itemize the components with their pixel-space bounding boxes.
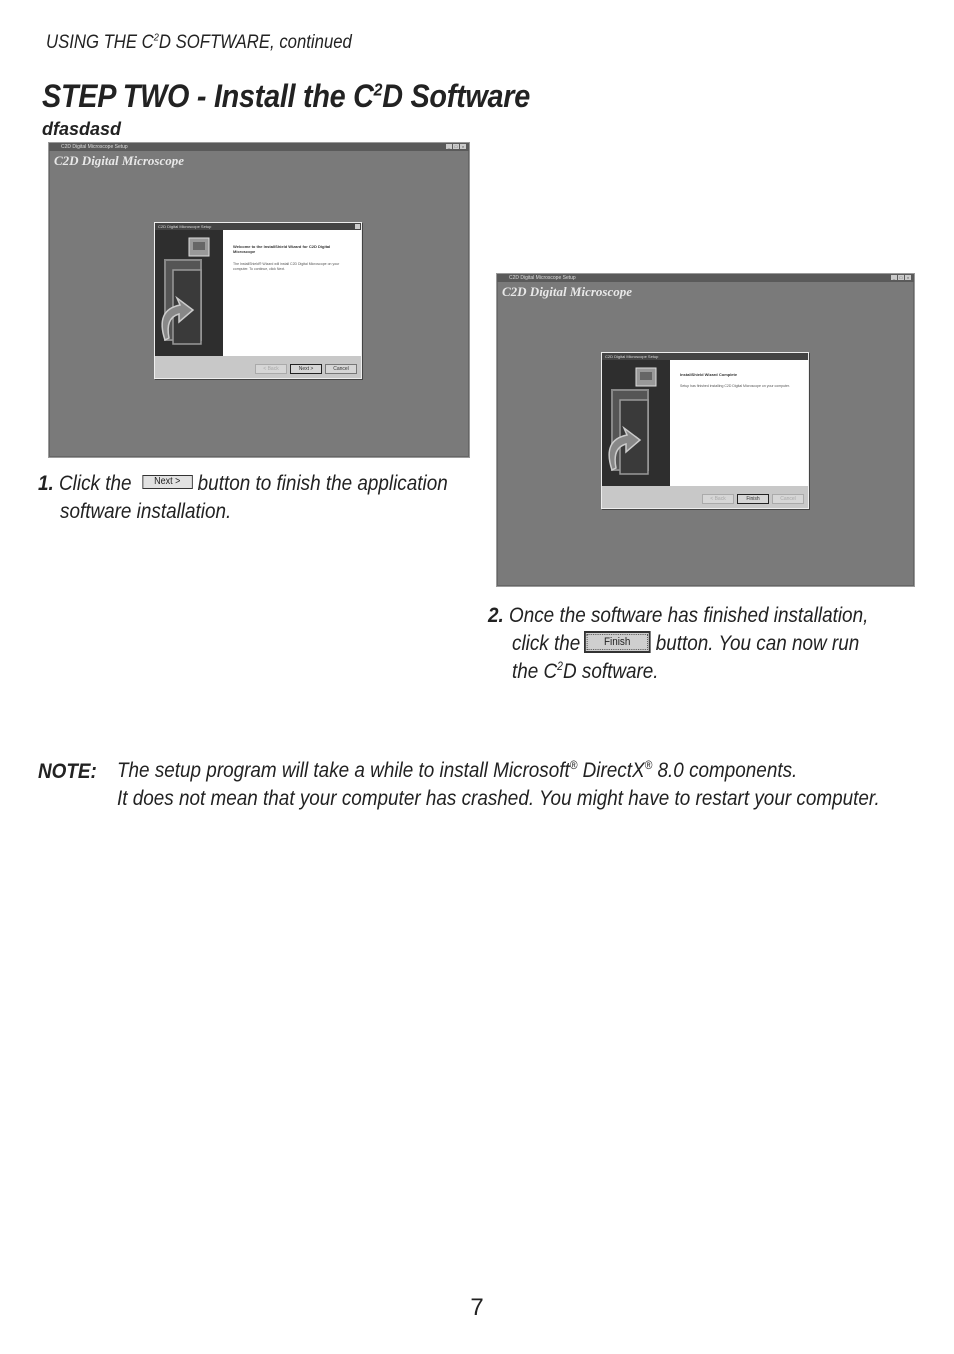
window-controls: [891, 275, 911, 280]
dialog-title: C2D Digital Microscope Setup: [155, 223, 361, 230]
app-name: C2D Digital Microscope: [502, 284, 632, 299]
note-line-1: The setup program will take a while to install Microsoft® DirectX® 8.0 components.: [117, 759, 798, 782]
note-text: [117, 757, 880, 813]
maximize-icon: □: [899, 275, 903, 280]
dialog-heading: Welcome to the InstallShield Wizard for C2D Digital Microscope: [233, 244, 331, 254]
cancel-button: Cancel: [325, 364, 357, 374]
setup-dialog: [601, 352, 809, 509]
dialog-content: [670, 360, 808, 486]
window-controls: [446, 144, 466, 149]
installer-graphic: [155, 230, 223, 356]
inline-finish-button: Finish: [584, 631, 651, 653]
close-icon: ×: [461, 144, 465, 149]
setup-dialog: [154, 222, 362, 379]
dialog-close-icon: [355, 224, 360, 229]
dialog-title: C2D Digital Microscope Setup: [602, 353, 808, 360]
step-number: 1.: [38, 472, 54, 495]
minimize-icon: _: [447, 144, 451, 149]
step-1-line-2: software installation.: [60, 500, 232, 523]
dialog-buttons: [255, 364, 357, 374]
step-1: 1. Click the Next > button to finish the application: [38, 472, 448, 495]
step-number: 2.: [488, 604, 504, 627]
dialog-body: The InstallShield® Wizard will install C2D Digital Microscope on your computer. To continue, click Next.: [233, 262, 340, 271]
page-number: 7: [470, 1294, 484, 1321]
window-titlebar: [497, 274, 914, 282]
finish-button: Finish: [737, 494, 769, 504]
screenshot-welcome: [48, 142, 470, 458]
screenshot-complete: [496, 273, 915, 587]
dialog-buttons: [702, 494, 804, 504]
app-name: C2D Digital Microscope: [54, 153, 184, 168]
back-button: < Back: [702, 494, 734, 504]
note-line-2: It does not mean that your computer has crashed. You might have to restart your computer.: [117, 787, 880, 810]
close-icon: ×: [906, 275, 910, 280]
dialog-body: Setup has finished installing C2D Digital Microscope on your computer.: [680, 384, 790, 388]
step-2-line-3: the $C^2D$ software.: [512, 660, 659, 683]
install-arrow-icon: [155, 230, 223, 356]
dialog-content: [223, 230, 361, 356]
running-header: USING THE $C^2D$ SOFTWARE, continued: [46, 32, 352, 53]
installer-graphic: [602, 360, 670, 486]
back-button: < Back: [255, 364, 287, 374]
cancel-button: Cancel: [772, 494, 804, 504]
step-2-line-2: click the Finish button. You can now run: [512, 632, 860, 655]
minimize-icon: _: [892, 275, 896, 280]
step-2: 2. Once the software has finished installation,: [488, 604, 869, 627]
window-title: C2D Digital Microscope Setup: [61, 144, 128, 150]
dialog-heading: InstallShield Wizard Complete: [680, 372, 738, 377]
subtitle: dfasdasd: [42, 119, 122, 139]
page-title: STEP TWO - Install the $C^2D$ Software: [42, 78, 530, 114]
inline-next-button: Next >: [142, 475, 192, 489]
note-label: NOTE:: [38, 760, 97, 783]
next-button: Next >: [290, 364, 322, 374]
install-arrow-icon: [602, 360, 670, 486]
maximize-icon: □: [454, 144, 458, 149]
window-title: C2D Digital Microscope Setup: [509, 275, 576, 281]
window-titlebar: [49, 143, 469, 151]
